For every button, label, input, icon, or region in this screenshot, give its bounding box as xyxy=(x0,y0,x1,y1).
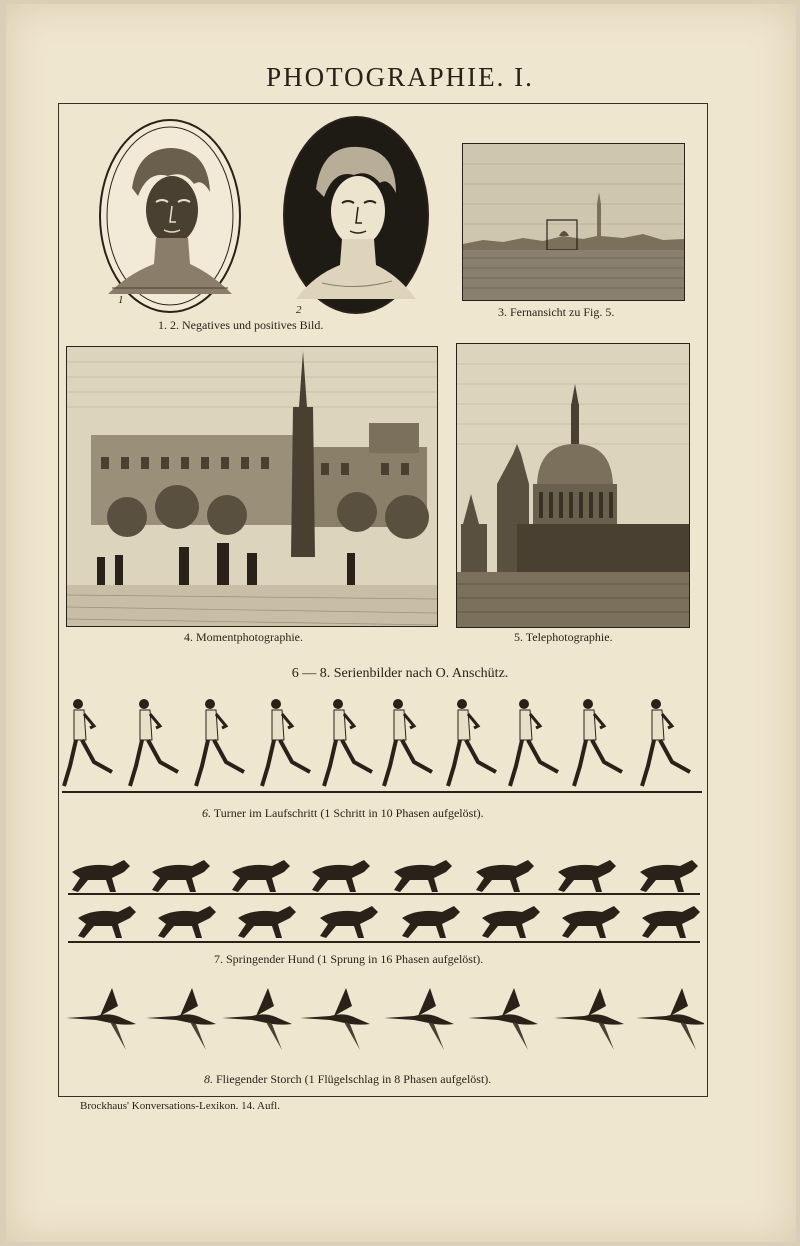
figure-2-positive xyxy=(282,115,430,315)
caption-figure-7: 7. Springender Hund (1 Sprung in 16 Phasen aufgelöst). xyxy=(214,952,484,966)
caption-figure-3: 3. Fernansicht zu Fig. 5. xyxy=(498,305,615,319)
caption-figure-8 xyxy=(204,1072,491,1087)
caption-figure-8-number: 8. xyxy=(204,1072,213,1086)
page-footer: Brockhaus' Konversations-Lexikon. 14. Aufl. xyxy=(80,1100,280,1112)
caption-figure-5: 5. Telephotographie. xyxy=(514,630,613,644)
caption-figures-1-2: 1. 2. Negatives und positives Bild. xyxy=(158,318,324,332)
figure-3-distant-view xyxy=(462,143,685,301)
figure-5-telephoto xyxy=(456,343,690,628)
figure-7-dog-sequence xyxy=(64,852,704,944)
figure-1-number: 1 xyxy=(118,294,124,306)
caption-figure-4: 4. Momentphotographie. xyxy=(184,630,303,644)
caption-figure-6-number: 6. xyxy=(202,806,211,820)
figure-2-number: 2 xyxy=(296,304,302,316)
page-title: PHOTOGRAPHIE. I. xyxy=(266,62,534,92)
figure-8-stork-sequence xyxy=(64,966,704,1066)
series-section-heading: 6 — 8. Serienbilder nach O. Anschütz. xyxy=(291,666,509,681)
caption-figure-6 xyxy=(202,806,484,821)
figure-6-runner-sequence xyxy=(62,696,704,800)
caption-figure-6-text: Turner im Laufschritt (1 Schritt in 10 Phasen aufgelöst). xyxy=(213,806,484,820)
caption-figure-8-text: Fliegender Storch (1 Flügelschlag in 8 Phasen aufgelöst). xyxy=(216,1072,492,1086)
figure-4-street-scene xyxy=(66,346,438,627)
figure-1-negative xyxy=(98,118,242,314)
